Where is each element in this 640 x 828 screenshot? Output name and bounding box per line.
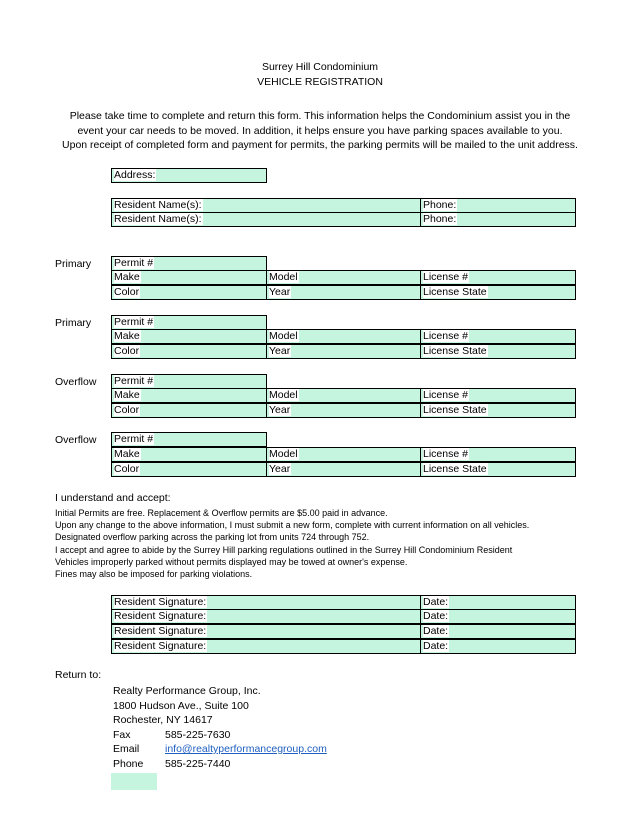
model-label: Model <box>269 389 298 401</box>
make-label: Make <box>114 389 140 401</box>
model-field[interactable] <box>266 388 421 403</box>
highlight-cell <box>111 773 157 790</box>
fax-label: Fax <box>113 729 131 741</box>
color-label: Color <box>114 345 140 357</box>
resident-name-label: Resident Name(s): <box>114 213 202 225</box>
terms-line: Upon any change to the above information, I must submit a new form, complete with current information on all vehicles. <box>55 520 530 530</box>
license-label: License # <box>423 330 468 342</box>
color-label: Color <box>114 404 140 416</box>
city-state-zip: Rochester, NY 14617 <box>113 714 213 726</box>
make-label: Make <box>114 448 140 460</box>
year-field[interactable] <box>266 344 421 359</box>
date-field[interactable] <box>420 595 576 610</box>
year-label: Year <box>269 286 291 298</box>
license-state-label: License State <box>423 404 487 416</box>
terms-line: Initial Permits are free. Replacement & Overflow permits are $5.00 paid in advance. <box>55 508 388 518</box>
make-label: Make <box>114 271 140 283</box>
email-link[interactable]: info@realtyperformancegroup.com <box>165 743 327 755</box>
terms-line: Vehicles improperly parked without permits displayed may be towed at owner's expense. <box>55 557 408 567</box>
license-state-label: License State <box>423 345 487 357</box>
date-label: Date: <box>423 625 449 637</box>
vehicle-type-label: Primary <box>55 258 92 270</box>
model-field[interactable] <box>266 270 421 285</box>
year-label: Year <box>269 463 291 475</box>
vehicle-type-label: Overflow <box>55 376 97 388</box>
date-label: Date: <box>423 640 449 652</box>
fax-number: 585-225-7630 <box>165 729 231 741</box>
permit-label: Permit # <box>114 257 154 269</box>
license-state-field[interactable] <box>420 403 576 418</box>
license-label: License # <box>423 448 468 460</box>
make-label: Make <box>114 330 140 342</box>
date-label: Date: <box>423 610 449 622</box>
license-state-field[interactable] <box>420 462 576 477</box>
model-label: Model <box>269 330 298 342</box>
model-label: Model <box>269 448 298 460</box>
license-state-label: License State <box>423 286 487 298</box>
permit-label: Permit # <box>114 316 154 328</box>
permit-label: Permit # <box>114 433 154 445</box>
phone-number: 585-225-7440 <box>165 758 231 770</box>
company-name: Realty Performance Group, Inc. <box>113 685 261 697</box>
return-to-label: Return to: <box>55 669 102 681</box>
resident-phone-label: Phone: <box>423 213 457 225</box>
license-label: License # <box>423 389 468 401</box>
year-label: Year <box>269 345 291 357</box>
license-field[interactable] <box>420 329 576 344</box>
color-field[interactable] <box>111 285 267 300</box>
terms-line: Fines may also be imposed for parking violations. <box>55 569 253 579</box>
date-label: Date: <box>423 596 449 608</box>
permit-field[interactable] <box>111 256 267 271</box>
date-field[interactable] <box>420 609 576 624</box>
terms-line: Designated overflow parking across the parking lot from units 724 through 752. <box>55 532 370 542</box>
make-field[interactable] <box>111 388 267 403</box>
year-label: Year <box>269 404 291 416</box>
signature-label: Resident Signature: <box>114 596 207 608</box>
email-label: Email <box>113 743 140 755</box>
color-label: Color <box>114 463 140 475</box>
permit-label: Permit # <box>114 375 154 387</box>
phone-label: Phone <box>113 758 144 770</box>
vehicle-type-label: Overflow <box>55 434 97 446</box>
year-field[interactable] <box>266 285 421 300</box>
model-label: Model <box>269 271 298 283</box>
street-address: 1800 Hudson Ave., Suite 100 <box>113 700 249 712</box>
color-field[interactable] <box>111 403 267 418</box>
model-field[interactable] <box>266 329 421 344</box>
address-field[interactable] <box>111 168 267 183</box>
license-field[interactable] <box>420 447 576 462</box>
resident-phone-field[interactable] <box>420 198 576 213</box>
license-state-field[interactable] <box>420 344 576 359</box>
terms-heading: I understand and accept: <box>55 492 171 504</box>
permit-field[interactable] <box>111 432 267 447</box>
form-title: Surrey Hill Condominium <box>261 61 379 73</box>
intro-line-1: Please take time to complete and return this form. This information helps the Condominium assist you in the <box>69 110 571 122</box>
license-state-label: License State <box>423 463 487 475</box>
signature-field[interactable] <box>111 624 421 639</box>
make-field[interactable] <box>111 270 267 285</box>
license-state-field[interactable] <box>420 285 576 300</box>
intro-line-3: Upon receipt of completed form and payment for permits, the parking permits will be mailed to the unit address. <box>62 139 578 151</box>
date-field[interactable] <box>420 624 576 639</box>
color-label: Color <box>114 286 140 298</box>
form-subtitle: VEHICLE REGISTRATION <box>257 76 383 88</box>
permit-field[interactable] <box>111 374 267 389</box>
signature-field[interactable] <box>111 609 421 624</box>
resident-name-field[interactable] <box>111 198 421 213</box>
signature-label: Resident Signature: <box>114 625 207 637</box>
date-field[interactable] <box>420 639 576 654</box>
year-field[interactable] <box>266 403 421 418</box>
license-field[interactable] <box>420 270 576 285</box>
signature-field[interactable] <box>111 639 421 654</box>
resident-name-label: Resident Name(s): <box>114 199 202 211</box>
color-field[interactable] <box>111 462 267 477</box>
year-field[interactable] <box>266 462 421 477</box>
signature-field[interactable] <box>111 595 421 610</box>
color-field[interactable] <box>111 344 267 359</box>
license-field[interactable] <box>420 388 576 403</box>
resident-phone-field[interactable] <box>420 212 576 227</box>
vehicle-type-label: Primary <box>55 317 92 329</box>
signature-label: Resident Signature: <box>114 640 207 652</box>
terms-line: I accept and agree to abide by the Surrey Hill parking regulations outlined in the Surrey Hill Condominium Resident <box>55 545 513 555</box>
address-label: Address: <box>114 169 156 181</box>
license-label: License # <box>423 271 468 283</box>
intro-line-2: event your car needs to be moved. In addition, it helps ensure you have parking spaces available to you. <box>77 125 563 137</box>
make-field[interactable] <box>111 329 267 344</box>
signature-label: Resident Signature: <box>114 610 207 622</box>
model-field[interactable] <box>266 447 421 462</box>
permit-field[interactable] <box>111 315 267 330</box>
make-field[interactable] <box>111 447 267 462</box>
resident-name-field[interactable] <box>111 212 421 227</box>
resident-phone-label: Phone: <box>423 199 457 211</box>
